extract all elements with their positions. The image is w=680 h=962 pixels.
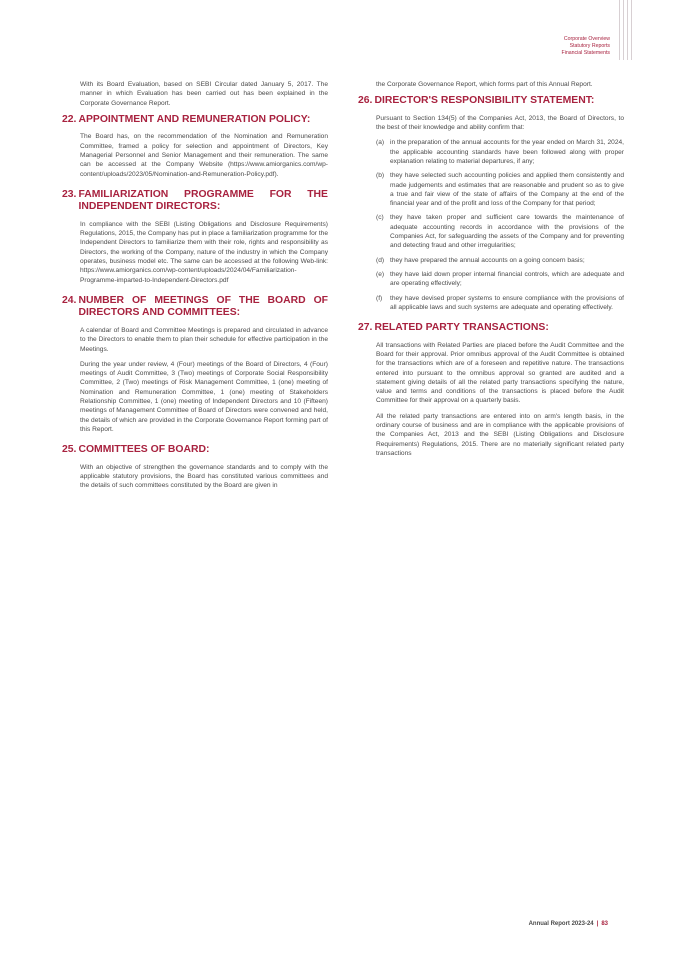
list-item <box>376 256 624 265</box>
rule-line <box>627 0 628 60</box>
section-paragraph: In compliance with the SEBI (Listing Obligations and Disclosure Requirements) Regulations, 2015, the Company has put in place a familiarization programme for the Independent Directors to familiarize them with their role, rights and responsibility as Directors, the working of the Company, nature of the industry in which the Company operates, business model etc. The same can be accessed at the following Web-link: https://www.amiorganics.com/wp-content/uploads/2024/04/Familiarization-Programme-imparted-to-Independent-Directors.pdf <box>80 220 328 284</box>
section-paragraph: The Board has, on the recommendation of the Nomination and Remuneration Committee, framed a policy for selection and appointment of Directors, Key Managerial Personnel and Senior Management and their remuneration. The same can be accessed at the Company Website (https://www.amiorganics.com/wp-content/uploads/2023/05/Nomination-and-Remuneration-Policy.pdf). <box>80 133 328 178</box>
list-text: in the preparation of the annual accounts for the year ended on March 31, 2024, the applicable accounting standards have been followed along with proper explanation relating to material departures, if any; <box>390 139 624 165</box>
list-item <box>376 213 624 250</box>
footer-separator: | <box>596 921 599 927</box>
list-item <box>376 270 624 289</box>
section-title: DIRECTOR'S RESPONSIBILITY STATEMENT: <box>374 95 595 107</box>
section-heading <box>62 114 328 127</box>
section-title: RELATED PARTY TRANSACTIONS: <box>374 322 549 334</box>
responsibility-list <box>376 138 624 312</box>
list-text: they have selected such accounting policies and applied them consistently and made judgements and estimates that are reasonable and prudent so as to give a true and fair view of the state of affairs of the Company at the end of the financial year and of the profit and loss of the Company for that period; <box>390 172 624 208</box>
section-paragraph: A calendar of Board and Committee Meetings is prepared and circulated in advance to the Directors to enable them to plan their schedule for effective participation in the Meetings. <box>80 326 328 353</box>
section-paragraph: All the related party transactions are entered into on arm's length basis, in the ordinary course of business and are in compliance with the applicable provisions of the Companies Act, 2013 and the SEBI (Listing Obligations and Disclosure Requirements) Regulations, 2015. There are no materially significant related party transactions <box>376 412 624 457</box>
section-27-related-party <box>358 322 624 458</box>
list-marker: (d) <box>376 256 385 264</box>
section-paragraph: With an objective of strengthen the governance standards and to comply with the applicable statutory provisions, the Board has constituted various committees and the details of such committees constituted by the Board are given in <box>80 463 328 490</box>
left-column <box>62 80 328 501</box>
section-paragraph: During the year under review, 4 (Four) meetings of the Board of Directors, 4 (Four) meetings of Audit Committee, 3 (Two) meetings of Corporate Social Responsibility Committee, 2 (Two) meetings of Risk Management Committee, 1 (one) meeting of Nomination and Remuneration Committee, 1 (one) meeting of Stakeholders Relationship Committee, 1 (one) meeting of Independent Directors and 10 (Fifteen) meetings of Management Committee of Board of Directors were convened and held, the details of which are provided in the Corporate Governance Report forming part of this Report. <box>80 360 328 433</box>
section-paragraph: All transactions with Related Parties are placed before the Audit Committee and the Board for their approval. Prior omnibus approval of the Audit Committee is obtained for the transactions which are of a foreseen and repetitive nature. The transactions entered into pursuant to the omnibus approval so granted are audited and a statement giving details of all the related party transactions specifying the nature, value and terms and conditions of the transactions is placed before the Audit Committee for their approval on a quarterly basis. <box>376 341 624 405</box>
section-22-appointment-remuneration <box>62 114 328 179</box>
list-text: they have devised proper systems to ensure compliance with the provisions of all applicable laws and such systems are adequate and operating effectively. <box>390 294 624 311</box>
section-number: 27. <box>358 322 373 334</box>
header-link-corporate-overview[interactable]: Corporate Overview <box>563 36 610 42</box>
section-heading <box>62 444 328 457</box>
section-heading <box>358 95 624 108</box>
page-number: 83 <box>601 921 608 927</box>
header-link-statutory-reports[interactable]: Statutory Reports <box>569 43 610 49</box>
section-heading <box>62 189 328 214</box>
footer-report-label: Annual Report 2023-24 <box>528 921 594 927</box>
section-26-responsibility-statement <box>358 95 624 312</box>
header-section-links <box>562 36 610 57</box>
section-title: FAMILIARIZATION PROGRAMME FOR THE INDEPENDENT DIRECTORS: <box>78 188 328 213</box>
section-number: 24. <box>62 294 77 306</box>
list-marker: (a) <box>376 139 385 147</box>
list-marker: (e) <box>376 270 385 278</box>
section-heading <box>358 322 624 335</box>
list-marker: (b) <box>376 172 385 180</box>
section-title: APPOINTMENT AND REMUNERATION POLICY: <box>78 113 311 125</box>
list-item <box>376 138 624 166</box>
list-item <box>376 171 624 208</box>
page-footer <box>529 921 608 927</box>
list-item <box>376 294 624 313</box>
section-heading <box>62 295 328 320</box>
left-intro-paragraph: With its Board Evaluation, based on SEBI Circular dated January 5, 2017. The manner in which Evaluation has been carried out has been explained in the Corporate Governance Report. <box>80 81 328 107</box>
list-text: they have laid down proper internal financial controls, which are adequate and are operating effectively; <box>390 270 624 288</box>
header-link-financial-statements[interactable]: Financial Statements <box>561 50 610 56</box>
right-intro-paragraph: the Corporate Governance Report, which forms part of this Annual Report. <box>376 81 593 88</box>
rule-line <box>619 0 620 60</box>
section-number: 23. <box>62 188 77 200</box>
section-number: 22. <box>62 113 77 125</box>
header-decorative-rules <box>616 0 632 60</box>
section-25-committees <box>62 444 328 490</box>
section-24-meetings <box>62 295 328 434</box>
list-marker: (f) <box>376 294 383 302</box>
section-23-familiarization <box>62 189 328 285</box>
list-text: they have prepared the annual accounts on a going concern basis; <box>390 256 585 264</box>
rule-line <box>623 0 624 60</box>
section-number: 26. <box>358 95 373 107</box>
section-title: NUMBER OF MEETINGS OF THE BOARD OF DIRECTORS AND COMMITTEES: <box>78 294 328 319</box>
section-title: COMMITTEES OF BOARD: <box>78 444 210 456</box>
list-marker: (c) <box>376 214 384 222</box>
section-paragraph: Pursuant to Section 134(5) of the Companies Act, 2013, the Board of Directors, to the best of their knowledge and ability confirm that: <box>376 114 624 132</box>
list-text: they have taken proper and sufficient care towards the maintenance of adequate accounting records in accordance with the provisions of the Companies Act, for safeguarding the assets of the Company and for preventing and detecting fraud and other irregularities; <box>390 214 624 250</box>
section-number: 25. <box>62 444 77 456</box>
right-column <box>358 80 624 468</box>
rule-line <box>631 0 632 60</box>
